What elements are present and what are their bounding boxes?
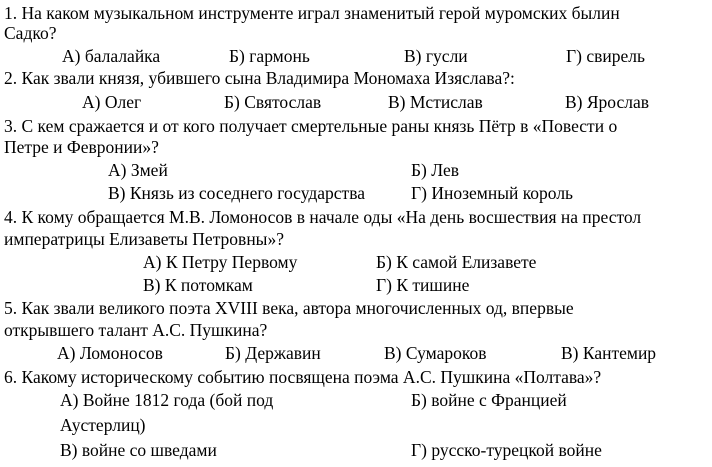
question-4-option-d: Г) К тишине	[376, 275, 470, 295]
question-3-option-c: В) Князь из соседнего государства	[108, 183, 366, 203]
question-5-text-line-1: 5. Как звали великого поэта XVIII века, автора многочисленных од, впервые	[4, 298, 574, 318]
question-2-option-c: В) Мстислав	[388, 92, 483, 112]
question-1-text-line-1: 1. На каком музыкальном инструменте играл знаменитый герой муромских былин	[4, 3, 620, 23]
question-3-option-d: Г) Иноземный король	[411, 183, 574, 203]
question-2-option-b: Б) Святослав	[224, 92, 322, 112]
question-4-option-a: А) К Петру Первому	[143, 252, 298, 272]
question-6-option-c: В) войне со шведами	[60, 440, 217, 460]
question-1-text-line-2: Садко?	[4, 23, 57, 43]
question-5-option-c: В) Сумароков	[384, 343, 487, 363]
question-3-option-b: Б) Лев	[411, 160, 460, 180]
question-1-option-d: Г) свирель	[566, 46, 645, 66]
question-6-option-a: А) Войне 1812 года (бой под	[60, 390, 274, 410]
question-1-option-b: Б) гармонь	[229, 46, 310, 66]
question-1-option-c: В) гусли	[404, 46, 468, 66]
question-6-text-line-1: 6. Какому историческому событию посвящена поэма А.С. Пушкина «Полтава»?	[4, 367, 602, 387]
question-4-text-line-2: императрицы Елизаветы Петровны»?	[4, 229, 284, 249]
question-4-option-c: В) К потомкам	[143, 275, 253, 295]
question-2-option-a: А) Олег	[82, 92, 142, 112]
question-6-option-a-continued: Аустерлиц)	[60, 415, 146, 435]
question-6-option-d: Г) русско-турецкой войне	[411, 440, 602, 460]
question-4-text-line-1: 4. К кому обращается М.В. Ломоносов в начале оды «На день восшествия на престол	[4, 207, 642, 227]
question-3-text-line-1: 3. С кем сражается и от кого получает смертельные раны князь Пётр в «Повести о	[4, 116, 618, 136]
question-4-option-b: Б) К самой Елизавете	[376, 252, 537, 272]
question-3-option-a: А) Змей	[108, 160, 168, 180]
question-3-text-line-2: Петре и Февронии»?	[4, 137, 159, 157]
question-5-text-line-2: открывшего талант А.С. Пушкина?	[4, 320, 268, 340]
question-5-option-b: Б) Державин	[225, 343, 321, 363]
question-2-option-d: В) Ярослав	[565, 92, 650, 112]
question-5-option-d: В) Кантемир	[561, 343, 657, 363]
question-2-text-line-1: 2. Как звали князя, убившего сына Владимира Мономаха Изяслава?:	[4, 68, 515, 88]
question-6-option-b: Б) войне с Францией	[411, 390, 567, 410]
question-1-option-a: А) балалайка	[62, 46, 161, 66]
question-5-option-a: А) Ломоносов	[57, 343, 163, 363]
